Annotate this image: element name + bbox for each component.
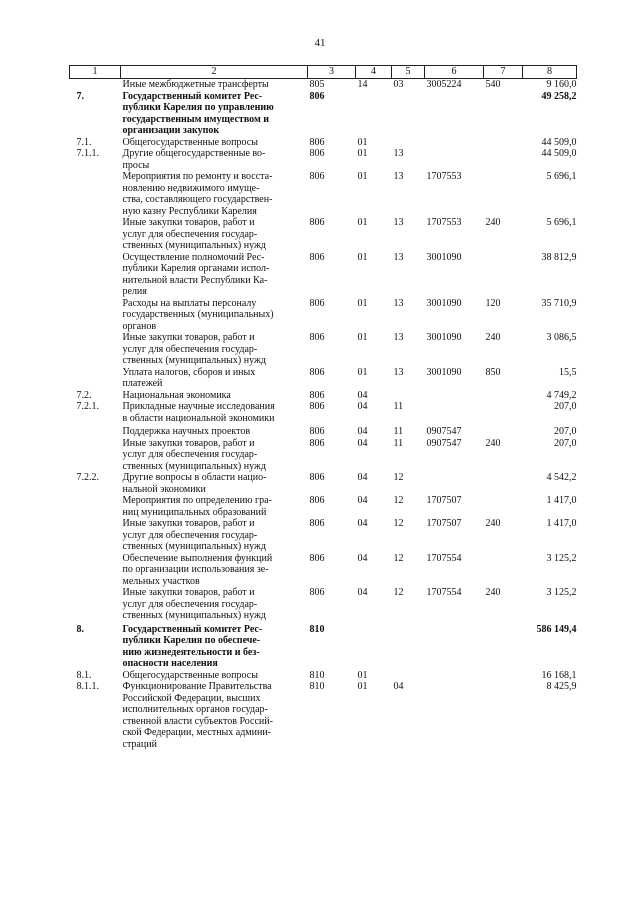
subsection-code-cell: 12: [393, 587, 404, 598]
row-number-cell: 7.2.: [76, 389, 92, 401]
row-number-cell: [70, 298, 121, 333]
row-number-cell: [70, 367, 121, 390]
row-number-cell: [70, 332, 121, 367]
table-row: [70, 332, 577, 367]
subsection-code-cell: 13: [393, 148, 404, 159]
ministry-code-cell: 805: [309, 79, 325, 90]
target-article-code-cell: [425, 401, 484, 424]
expense-type-code-cell: [484, 495, 523, 518]
amount-cell: 3 086,5: [546, 332, 577, 343]
section-code-cell: 01: [357, 297, 368, 309]
section-code-cell: 04: [357, 389, 368, 401]
section-code-cell: 04: [357, 426, 368, 437]
target-article-code-cell: [425, 670, 484, 682]
section-code-cell: 01: [357, 148, 368, 159]
section-code-cell: 01: [357, 366, 368, 378]
section-code-cell: 04: [357, 552, 368, 564]
target-article-code-cell: [425, 472, 484, 495]
amount-cell: 5 696,1: [546, 217, 577, 228]
subsection-code-cell: 13: [393, 297, 404, 309]
amount-cell: 207,0: [554, 426, 577, 437]
subsection-code-cell: 13: [393, 332, 404, 343]
amount-cell: 5 696,1: [546, 171, 577, 182]
table-row: [70, 622, 577, 670]
budget-table: [69, 65, 577, 750]
target-article-code-cell: 3001090: [426, 297, 462, 309]
ministry-code-cell: 806: [309, 472, 325, 483]
row-name-cell: Общегосударственные вопросы: [122, 136, 258, 148]
target-article-code-cell: 3001090: [426, 366, 462, 378]
row-number-cell: [70, 438, 121, 473]
table-row: [70, 681, 577, 750]
column-header: 3: [308, 66, 356, 79]
target-article-code-cell: 0907547: [426, 437, 462, 449]
expense-type-code-cell: [484, 472, 523, 495]
column-header: 1: [70, 66, 121, 79]
row-number-cell: 8.1.1.: [76, 681, 99, 692]
amount-cell: 15,5: [559, 366, 577, 378]
target-article-code-cell: 3005224: [426, 79, 462, 90]
row-number-cell: 7.: [76, 90, 84, 102]
row-name-cell: Функционирование Правительства Российской Федерации, высших исполнительных органов государ- ственной власти субъектов Россий- ской Федерации, местных админи- страций: [122, 681, 273, 750]
target-article-code-cell: [425, 137, 484, 149]
target-article-code-cell: 3001090: [426, 251, 462, 263]
table-row: [70, 424, 577, 438]
target-article-code-cell: [425, 91, 484, 137]
row-number-cell: [70, 553, 121, 588]
ministry-code-cell: 806: [309, 518, 325, 529]
table-row: [70, 495, 577, 518]
amount-cell: 3 125,2: [546, 552, 577, 564]
row-name-cell: Осуществление полномочий Рес- публики Карелия органами испол- нительной власти Республики Ка- релия: [122, 251, 270, 297]
row-name-cell: Государственный комитет Рес- публики Карелия по обеспече- нию жизнедеятельности и без- опасности населения: [122, 623, 263, 669]
expense-type-code-cell: [484, 137, 523, 149]
subsection-code-cell: 12: [393, 472, 404, 483]
subsection-code-cell: 13: [393, 171, 404, 182]
subsection-code-cell: 13: [393, 251, 404, 263]
table-row: [70, 587, 577, 622]
table-row: [70, 252, 577, 298]
section-code-cell: [356, 91, 392, 137]
row-name-cell: Обеспечение выполнения функций по организации использования зе- мельных участков: [122, 552, 273, 587]
expense-type-code-cell: 120: [485, 297, 501, 309]
section-code-cell: 04: [357, 472, 368, 483]
subsection-code-cell: 04: [393, 681, 404, 692]
ministry-code-cell: 806: [309, 401, 325, 412]
section-code-cell: 01: [357, 136, 368, 148]
target-article-code-cell: 1707507: [426, 518, 462, 529]
expense-type-code-cell: 240: [485, 217, 501, 228]
column-header: 7: [484, 66, 523, 79]
amount-cell: 44 509,0: [541, 136, 577, 148]
subsection-code-cell: [392, 91, 425, 137]
expense-type-code-cell: [484, 670, 523, 682]
expense-type-code-cell: [484, 390, 523, 402]
row-name-cell: Другие вопросы в области нацио- нальной экономики: [122, 472, 267, 495]
table-row: [70, 438, 577, 473]
subsection-code-cell: [392, 670, 425, 682]
target-article-code-cell: 1707554: [426, 587, 462, 598]
section-code-cell: 01: [357, 681, 368, 692]
subsection-code-cell: [392, 390, 425, 402]
row-number-cell: [70, 424, 121, 438]
amount-cell: 1 417,0: [546, 495, 577, 506]
amount-cell: 35 710,9: [541, 297, 577, 309]
expense-type-code-cell: [484, 553, 523, 588]
target-article-code-cell: 0907547: [426, 426, 462, 437]
section-code-cell: 01: [357, 171, 368, 182]
section-code-cell: 01: [357, 332, 368, 343]
row-name-cell: Прикладные научные исследования в области национальной экономики: [122, 401, 275, 424]
table-row: [70, 518, 577, 553]
table-row: [70, 137, 577, 149]
ministry-code-cell: 806: [309, 426, 325, 437]
subsection-code-cell: 11: [393, 426, 404, 437]
target-article-code-cell: 1707553: [426, 217, 462, 228]
ministry-code-cell: 806: [309, 587, 325, 598]
section-code-cell: 04: [357, 587, 368, 598]
row-number-cell: [70, 518, 121, 553]
amount-cell: 4 749,2: [546, 389, 577, 401]
column-header: 5: [392, 66, 425, 79]
ministry-code-cell: 806: [309, 552, 325, 564]
row-name-cell: Мероприятия по ремонту и восста- новлению недвижимого имуще- ства, составляющего государствен- ную казну Республики Карелия: [122, 171, 273, 217]
ministry-code-cell: 806: [309, 251, 325, 263]
row-name-cell: Общегосударственные вопросы: [122, 669, 258, 681]
subsection-code-cell: 12: [393, 518, 404, 529]
expense-type-code-cell: [484, 252, 523, 298]
expense-type-code-cell: 240: [485, 332, 501, 343]
row-name-cell: Иные межбюджетные трансферты: [122, 79, 269, 90]
expense-type-code-cell: 240: [485, 518, 501, 529]
amount-cell: 207,0: [554, 437, 577, 449]
table-row: [70, 472, 577, 495]
row-number-cell: [70, 217, 121, 252]
target-article-code-cell: [425, 148, 484, 171]
row-name-cell: Национальная экономика: [122, 389, 231, 401]
amount-cell: 586 149,4: [536, 623, 577, 635]
expense-type-code-cell: [484, 622, 523, 670]
ministry-code-cell: 806: [309, 217, 325, 228]
table-row: [70, 401, 577, 424]
column-header: 6: [425, 66, 484, 79]
expense-type-code-cell: 540: [485, 79, 501, 90]
row-number-cell: 8.1.: [76, 669, 92, 681]
expense-type-code-cell: 240: [485, 437, 501, 449]
table-row: [70, 171, 577, 217]
table-row: [70, 390, 577, 402]
row-name-cell: Иные закупки товаров, работ и услуг для обеспечения государ- ственных (муниципальных) нужд: [122, 518, 266, 552]
row-number-cell: 8.: [76, 623, 84, 635]
target-article-code-cell: 1707553: [426, 171, 462, 182]
ministry-code-cell: 806: [309, 389, 325, 401]
ministry-code-cell: 806: [309, 148, 325, 159]
table-row: [70, 367, 577, 390]
ministry-code-cell: 810: [309, 669, 325, 681]
ministry-code-cell: 806: [309, 90, 325, 102]
row-name-cell: Поддержка научных проектов: [122, 426, 251, 437]
subsection-code-cell: 13: [393, 217, 404, 228]
target-article-code-cell: 1707554: [426, 552, 462, 564]
row-name-cell: Уплата налогов, сборов и иных платежей: [122, 366, 256, 389]
section-code-cell: [356, 622, 392, 670]
table-row: [70, 79, 577, 91]
section-code-cell: 01: [357, 669, 368, 681]
row-name-cell: Иные закупки товаров, работ и услуг для обеспечения государ- ственных (муниципальных) нужд: [122, 437, 266, 472]
row-number-cell: 7.1.1.: [76, 148, 99, 159]
row-name-cell: Мероприятия по определению гра- ниц муниципальных образований: [122, 495, 272, 518]
column-header: 8: [523, 66, 577, 79]
row-number-cell: 7.2.2.: [76, 472, 99, 483]
row-number-cell: [70, 587, 121, 622]
table-row: [70, 670, 577, 682]
subsection-code-cell: [392, 137, 425, 149]
table-row: [70, 148, 577, 171]
expense-type-code-cell: 850: [485, 366, 501, 378]
row-number-cell: [70, 171, 121, 217]
subsection-code-cell: 11: [393, 401, 404, 412]
target-article-code-cell: [425, 681, 484, 750]
expense-type-code-cell: [484, 91, 523, 137]
ministry-code-cell: 806: [309, 297, 325, 309]
section-code-cell: 04: [357, 518, 368, 529]
subsection-code-cell: 12: [393, 495, 404, 506]
row-number-cell: [70, 252, 121, 298]
ministry-code-cell: 810: [309, 623, 325, 635]
section-code-cell: 01: [357, 217, 368, 228]
amount-cell: 8 425,9: [546, 681, 577, 692]
expense-type-code-cell: [484, 681, 523, 750]
target-article-code-cell: 1707507: [426, 495, 462, 506]
row-name-cell: Другие общегосударственные во- просы: [122, 148, 266, 171]
table-row: [70, 553, 577, 588]
row-name-cell: Расходы на выплаты персоналу государственных (муниципальных) органов: [122, 297, 274, 332]
section-code-cell: 01: [357, 251, 368, 263]
amount-cell: 16 168,1: [541, 669, 577, 681]
column-header: 2: [121, 66, 308, 79]
subsection-code-cell: 13: [393, 366, 404, 378]
column-header: 4: [356, 66, 392, 79]
subsection-code-cell: [392, 622, 425, 670]
row-name-cell: Иные закупки товаров, работ и услуг для обеспечения государ- ственных (муниципальных) нужд: [122, 587, 266, 621]
subsection-code-cell: 03: [393, 79, 404, 90]
expense-type-code-cell: [484, 424, 523, 438]
amount-cell: 4 542,2: [546, 472, 577, 483]
row-number-cell: 7.1.: [76, 136, 92, 148]
expense-type-code-cell: [484, 148, 523, 171]
ministry-code-cell: 810: [309, 681, 325, 692]
row-number-cell: [70, 79, 121, 91]
expense-type-code-cell: [484, 401, 523, 424]
section-code-cell: 14: [357, 79, 368, 90]
ministry-code-cell: 806: [309, 171, 325, 182]
subsection-code-cell: 11: [393, 437, 404, 449]
ministry-code-cell: 806: [309, 437, 325, 449]
target-article-code-cell: 3001090: [426, 332, 462, 343]
row-name-cell: Иные закупки товаров, работ и услуг для обеспечения государ- ственных (муниципальных) нужд: [122, 332, 266, 366]
ministry-code-cell: 806: [309, 332, 325, 343]
target-article-code-cell: [425, 622, 484, 670]
amount-cell: 3 125,2: [546, 587, 577, 598]
section-code-cell: 04: [357, 437, 368, 449]
table-row: [70, 298, 577, 333]
row-name-cell: Государственный комитет Рес- публики Карелия по управлению государственным имуществом и организации закупок: [122, 90, 274, 136]
amount-cell: 9 160,0: [546, 79, 577, 90]
target-article-code-cell: [425, 390, 484, 402]
amount-cell: 1 417,0: [546, 518, 577, 529]
column-number-row: [70, 66, 577, 79]
ministry-code-cell: 806: [309, 136, 325, 148]
table-row: [70, 91, 577, 137]
row-number-cell: 7.2.1.: [76, 401, 99, 412]
amount-cell: 44 509,0: [541, 148, 577, 159]
table-body: [70, 79, 577, 751]
section-code-cell: 04: [357, 495, 368, 506]
expense-type-code-cell: [484, 171, 523, 217]
ministry-code-cell: 806: [309, 495, 325, 506]
amount-cell: 49 258,2: [541, 90, 577, 102]
subsection-code-cell: 12: [393, 552, 404, 564]
row-number-cell: [70, 495, 121, 518]
page-number: 41: [314, 37, 326, 49]
expense-type-code-cell: 240: [485, 587, 501, 598]
amount-cell: 38 812,9: [541, 251, 577, 263]
ministry-code-cell: 806: [309, 366, 325, 378]
section-code-cell: 04: [357, 401, 368, 412]
amount-cell: 207,0: [554, 401, 577, 412]
table-row: [70, 217, 577, 252]
row-name-cell: Иные закупки товаров, работ и услуг для обеспечения государ- ственных (муниципальных) нужд: [122, 217, 266, 251]
